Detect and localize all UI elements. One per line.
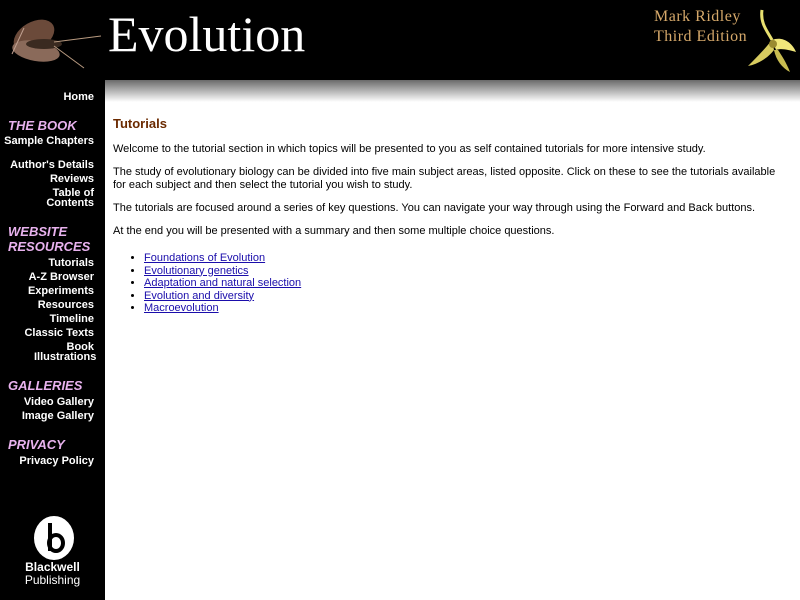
publisher-name [10,561,95,587]
orchid-icon [742,6,798,76]
site-title: Evolution [108,6,306,62]
nav-sample-chapters[interactable]: Sample Chapters [4,135,94,147]
nav-home[interactable]: Home [63,91,94,103]
blackwell-logo-icon [20,515,92,563]
nav-heading-website-line1: WEBSITE [8,224,68,239]
edition-label: Third Edition [654,28,748,45]
list-item [144,252,783,265]
nav-reviews[interactable]: Reviews [49,173,94,185]
nav-resources[interactable]: Resources [37,299,94,311]
nav-video-gallery[interactable]: Video Gallery [23,396,94,408]
nav-privacy-policy[interactable]: Privacy Policy [19,455,94,467]
link-evolutionary-genetics[interactable]: Evolutionary genetics [144,264,249,277]
link-evolution-and-diversity[interactable]: Evolution and diversity [144,289,255,302]
list-item [144,290,783,303]
nav-heading-privacy: PRIVACY [8,437,65,452]
site-header [0,0,800,80]
list-item [144,277,783,290]
list-item [144,302,783,315]
nav-heading-galleries: GALLERIES [8,378,83,393]
author-name: Mark Ridley [654,8,741,25]
nav-heading-website-resources [8,224,104,254]
publisher-line2: Publishing [24,573,81,587]
link-foundations-of-evolution[interactable]: Foundations of Evolution [144,252,266,264]
intro-paragraph: Welcome to the tutorial section in which topics will be presented to you as self contained tutorials for more intensive study. [113,143,706,155]
page-title: Tutorials [113,116,167,131]
moth-logo-icon [4,6,102,76]
header-gradient-band [105,80,800,102]
nav-classic-texts[interactable]: Classic Texts [24,327,94,339]
nav-book-illustrations[interactable]: Book Illustrations [34,341,97,363]
subject-areas-paragraph: The study of evolutionary biology can be divided into five main subject areas, listed opposite. Click on these to see the tutorials available for each subject and then select the tutorial you wish to study. [113,166,776,191]
nav-a-z-browser[interactable]: A-Z Browser [28,271,94,283]
nav-image-gallery[interactable]: Image Gallery [21,410,94,422]
nav-tutorials[interactable]: Tutorials [48,257,94,269]
publisher-line1: Blackwell [25,560,80,574]
nav-heading-the-book: THE BOOK [8,118,77,133]
tutorial-subject-list [113,252,783,315]
nav-timeline[interactable]: Timeline [49,313,94,325]
list-item [144,265,783,278]
nav-authors-details[interactable]: Author's Details [10,159,94,171]
nav-table-of-contents[interactable]: Table of Contents [46,187,94,209]
main-content [113,116,783,315]
nav-heading-website-line2: RESOURCES [8,239,91,254]
nav-experiments[interactable]: Experiments [27,285,94,297]
summary-paragraph: At the end you will be presented with a summary and then some multiple choice questions. [113,225,555,237]
navigation-paragraph: The tutorials are focused around a series of key questions. You can navigate your way through using the Forward and Back buttons. [113,202,756,214]
link-macroevolution[interactable]: Macroevolution [144,302,219,314]
link-adaptation-natural-selection[interactable]: Adaptation and natural selection [144,277,302,289]
